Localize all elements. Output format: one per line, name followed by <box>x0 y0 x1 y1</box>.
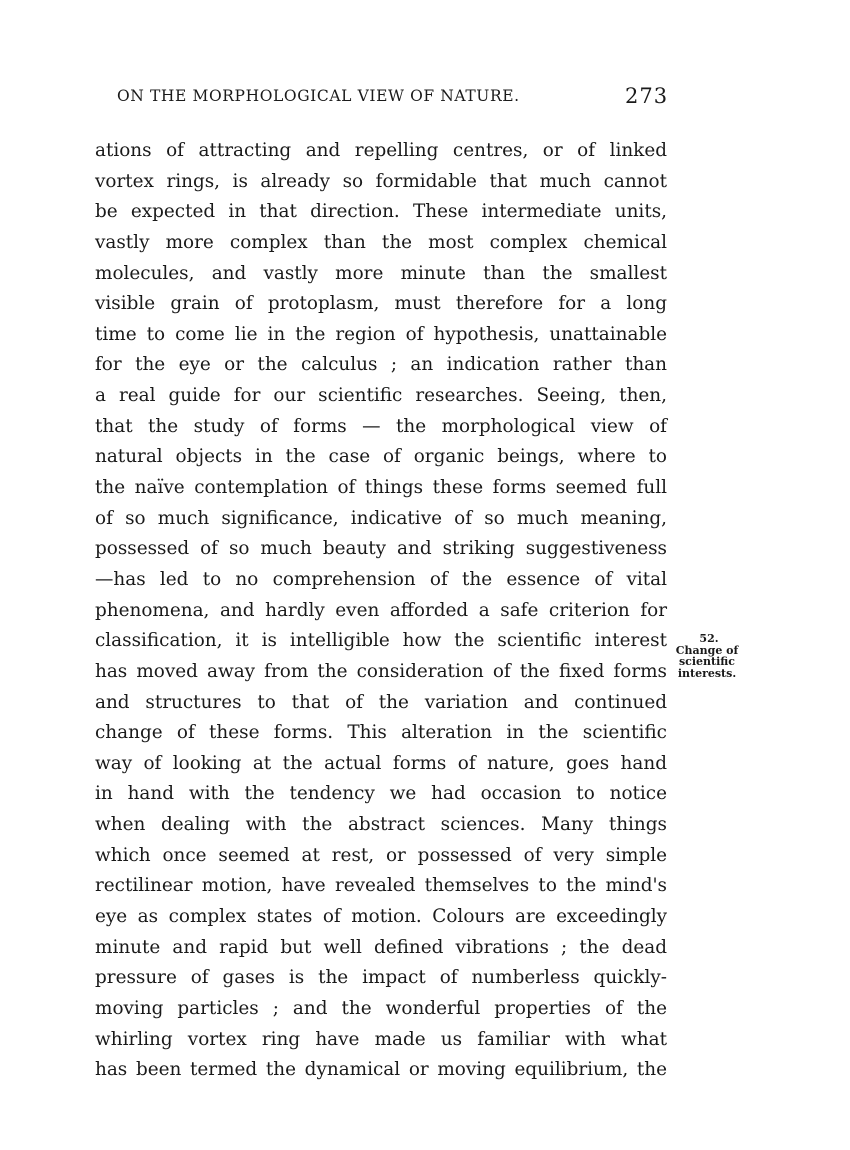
text-line: —has led to no comprehension of the essence of vital <box>95 568 667 590</box>
text-line: the naïve contemplation of things these forms seemed full <box>95 477 667 499</box>
text-line: whirling vortex ring have made us familiar with what <box>95 1028 667 1050</box>
text-line: moving particles ; and the wonderful properties of the <box>95 997 667 1019</box>
text-line: natural objects in the case of organic beings, where to <box>95 446 667 468</box>
text-line: way of looking at the actual forms of nature, goes hand <box>95 752 667 774</box>
text-line: rectilinear motion, have revealed themselves to the mind's <box>95 875 667 897</box>
text-line: has moved away from the consideration of the fixed forms <box>95 660 667 682</box>
marginal-note-line: scientific <box>678 655 736 668</box>
text-line: time to come lie in the region of hypothesis, unattainable <box>95 323 667 345</box>
text-line: vastly more complex than the most complex chemical <box>95 231 667 253</box>
text-line: ations of attracting and repelling centres, or of linked <box>95 140 667 161</box>
text-line: possessed of so much beauty and striking suggestiveness <box>95 538 667 560</box>
running-title: ON THE MORPHOLOGICAL VIEW OF NATURE. <box>117 87 520 105</box>
text-line: be expected in that direction. These intermediate units, <box>95 201 667 223</box>
text-line: for the eye or the calculus ; an indication rather than <box>95 354 667 376</box>
section-number: 52. <box>699 632 719 645</box>
text-line: classification, it is intelligible how the scientific interest <box>95 630 667 652</box>
text-line: visible grain of protoplasm, must therefore for a long <box>95 293 667 315</box>
text-line: of so much significance, indicative of so much meaning, <box>95 507 667 529</box>
text-line: change of these forms. This alteration in the scientific <box>95 722 667 744</box>
text-line: has been termed the dynamical or moving equilibrium, the <box>95 1059 667 1081</box>
running-head <box>117 84 677 108</box>
marginal-note-line: interests. <box>677 666 737 680</box>
page-number: 273 <box>625 84 669 108</box>
text-line: phenomena, and hardly even afforded a safe criterion for <box>95 599 667 621</box>
marginal-note-line: Change of <box>675 643 739 657</box>
text-line: pressure of gases is the impact of numberless quickly- <box>95 967 667 989</box>
text-line: which once seemed at rest, or possessed of very simple <box>95 844 667 866</box>
marginal-note <box>672 633 742 679</box>
text-line: molecules, and vastly more minute than the smallest <box>95 262 667 284</box>
text-line: and structures to that of the variation and continued <box>95 691 667 713</box>
text-line: minute and rapid but well defined vibrations ; the dead <box>95 936 667 958</box>
body-text <box>95 136 667 1086</box>
text-line: when dealing with the abstract sciences. Many things <box>95 814 667 836</box>
text-line: vortex rings, is already so formidable that much cannot <box>95 170 667 192</box>
text-line: in hand with the tendency we had occasion to notice <box>95 783 667 805</box>
text-line: a real guide for our scientific researches. Seeing, then, <box>95 385 667 407</box>
text-line: eye as complex states of motion. Colours are exceedingly <box>95 906 667 928</box>
text-line: that the study of forms — the morphological view of <box>95 415 667 437</box>
